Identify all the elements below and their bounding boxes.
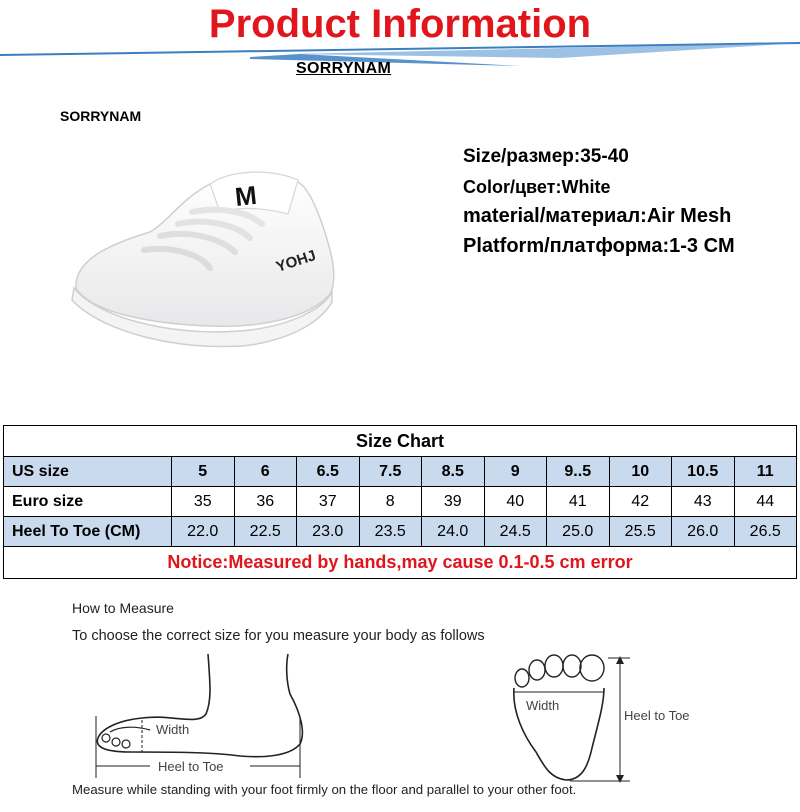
table-cell: 22.5 bbox=[234, 517, 297, 547]
table-cell: 40 bbox=[484, 487, 547, 517]
size-chart-table bbox=[3, 425, 797, 579]
table-cell: 7.5 bbox=[359, 457, 422, 487]
spec-size: Size/размер:35-40 bbox=[463, 146, 629, 167]
shoe-logo-letter: M bbox=[233, 179, 259, 212]
brand-name-header: SORRYNAM bbox=[296, 60, 392, 77]
table-cell: 23.5 bbox=[359, 517, 422, 547]
table-cell: 9..5 bbox=[547, 457, 610, 487]
table-cell: 9 bbox=[484, 457, 547, 487]
table-row-euro-size bbox=[4, 487, 797, 517]
table-cell: 42 bbox=[609, 487, 672, 517]
shoe-side-text: YOHJ bbox=[273, 247, 319, 276]
foot-side-view-diagram bbox=[90, 652, 320, 780]
heel-to-toe-label-side: Heel to Toe bbox=[158, 759, 224, 774]
table-cell: 26.0 bbox=[672, 517, 735, 547]
table-row-us-size bbox=[4, 457, 797, 487]
table-cell: 36 bbox=[234, 487, 297, 517]
table-cell: 43 bbox=[672, 487, 735, 517]
table-cell: 10 bbox=[609, 457, 672, 487]
row-label: Heel To Toe (CM) bbox=[4, 517, 172, 547]
table-cell: 11 bbox=[734, 457, 797, 487]
page-title: Product Information bbox=[208, 2, 592, 46]
spec-color: Color/цвет:White bbox=[463, 177, 611, 197]
heel-to-toe-label-top: Heel to Toe bbox=[624, 708, 690, 723]
brand-name: SORRYNAM bbox=[60, 108, 142, 124]
width-label-side: Width bbox=[156, 722, 190, 737]
header-underline-arrow bbox=[0, 40, 800, 70]
table-cell: 24.0 bbox=[422, 517, 485, 547]
table-cell: 23.0 bbox=[297, 517, 360, 547]
spec-material: material/материал:Air Mesh bbox=[463, 205, 732, 227]
table-cell: 24.5 bbox=[484, 517, 547, 547]
table-cell: 25.5 bbox=[609, 517, 672, 547]
measure-instruction: Measure while standing with your foot firmly on the floor and parallel to your other foot. bbox=[72, 782, 577, 797]
row-label: Euro size bbox=[4, 487, 172, 517]
table-row-heel-to-toe bbox=[4, 517, 797, 547]
row-label: US size bbox=[4, 457, 172, 487]
table-cell: 5 bbox=[172, 457, 235, 487]
table-cell: 22.0 bbox=[172, 517, 235, 547]
width-label-top: Width bbox=[526, 698, 560, 713]
product-shoe-image bbox=[60, 160, 350, 360]
table-cell: 26.5 bbox=[734, 517, 797, 547]
table-cell: 8 bbox=[359, 487, 422, 517]
table-cell: 10.5 bbox=[672, 457, 735, 487]
table-cell: 8.5 bbox=[422, 457, 485, 487]
how-to-measure-title: How to Measure bbox=[72, 600, 174, 616]
spec-platform: Platform/платформа:1-3 CM bbox=[463, 235, 735, 257]
table-cell: 25.0 bbox=[547, 517, 610, 547]
table-cell: 39 bbox=[422, 487, 485, 517]
table-cell: 35 bbox=[172, 487, 235, 517]
table-cell: 6.5 bbox=[297, 457, 360, 487]
foot-top-view-diagram bbox=[500, 648, 730, 784]
size-chart-title: Size Chart bbox=[4, 426, 797, 457]
table-cell: 44 bbox=[734, 487, 797, 517]
table-cell: 37 bbox=[297, 487, 360, 517]
table-cell: 6 bbox=[234, 457, 297, 487]
measurement-notice: Notice:Measured by hands,may cause 0.1-0.5 cm error bbox=[4, 547, 797, 579]
table-cell: 41 bbox=[547, 487, 610, 517]
how-to-measure-subtitle: To choose the correct size for you measure your body as follows bbox=[72, 628, 485, 644]
